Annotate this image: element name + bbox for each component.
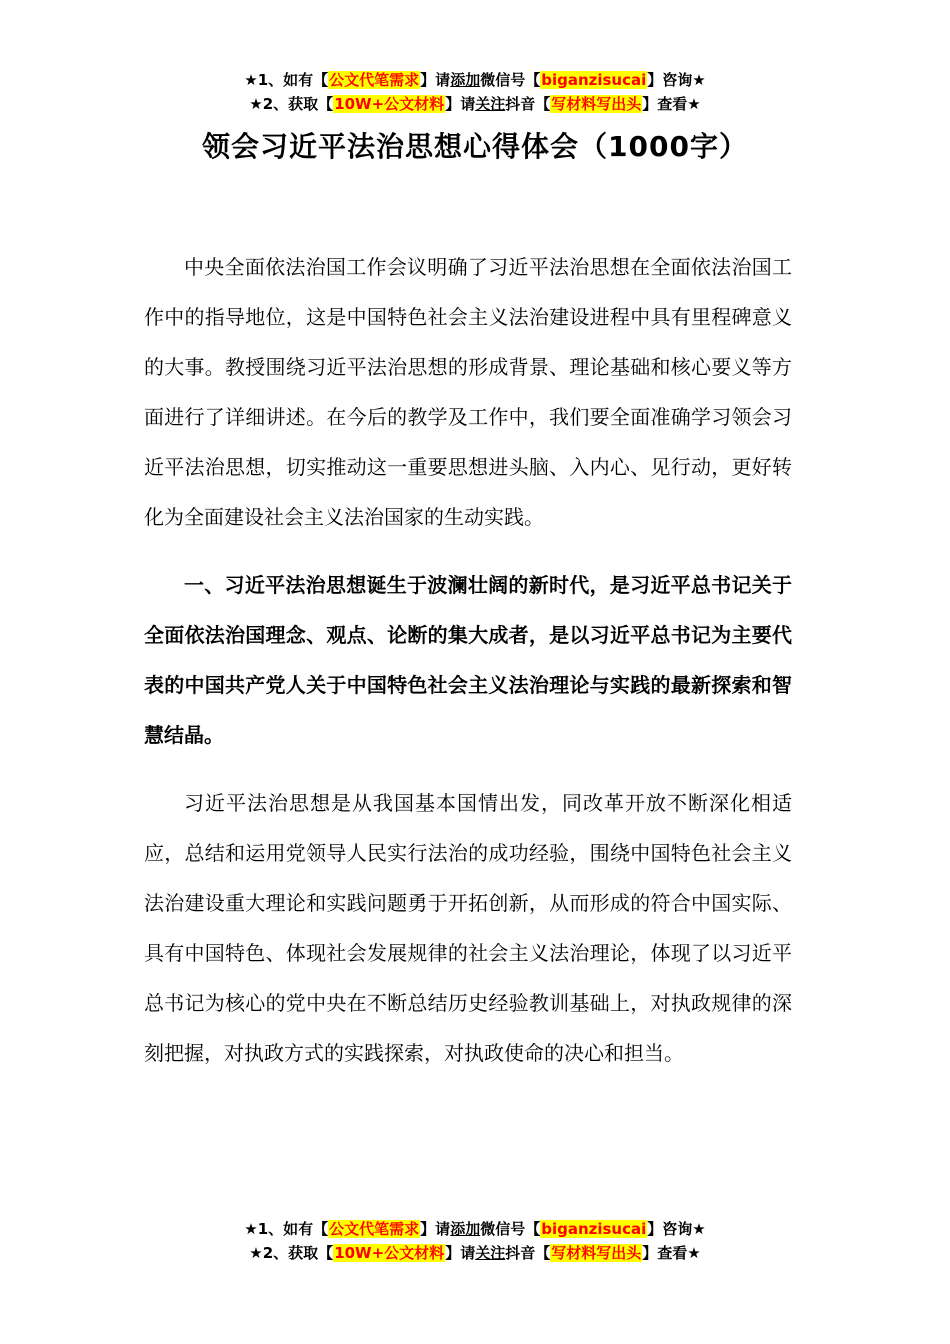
promo-underlined: 关注 (475, 1244, 506, 1262)
body-paragraph: 习近平法治思想是从我国基本国情出发，同改革开放不断深化相适应，总结和运用党领导人民实行法治的成功经验，围绕中国特色社会主义法治建设重大理论和实践问题勇于开拓创新，从而形成的符合中国实际、具有中国特色、体现社会发展规律的社会主义法治理论，体现了以习近平总书记为核心的党中央在不断总结历史经验教训基础上，对执政规律的深刻把握，对执政方式的实践探索，对执政使命的决心和担当。 (144, 791, 792, 1065)
promo-highlight: biganzisucai (541, 1220, 647, 1238)
promo-line-1 (0, 68, 950, 92)
document-body (144, 242, 792, 1078)
promo-text: 】咨询★ (647, 71, 706, 89)
body-paragraph: 中央全面依法治国工作会议明确了习近平法治思想在全面依法治国工作中的指导地位，这是中国特色社会主义法治建设进程中具有里程碑意义的大事。教授围绕习近平法治思想的形成背景、理论基础和核心要义等方面进行了详细讲述。在今后的教学及工作中，我们要全面准确学习领会习近平法治思想，切实推动这一重要思想进头脑、入内心、见行动，更好转化为全面建设社会主义法治国家的生动实践。 (144, 255, 792, 529)
promo-highlight: 写材料写出头 (551, 95, 642, 113)
promo-text: 】请 (445, 95, 476, 113)
promo-text: 】咨询★ (647, 1220, 706, 1238)
promo-text: ★2、获取【 (249, 1244, 334, 1262)
promo-highlight: 公文代笔需求 (329, 1220, 420, 1238)
footer-promo-banner (0, 1217, 950, 1265)
promo-text: 】查看★ (642, 95, 701, 113)
promo-highlight: 10W+公文材料 (334, 95, 445, 113)
promo-text: 】请 (420, 71, 451, 89)
promo-text: 】请 (420, 1220, 451, 1238)
promo-highlight: biganzisucai (541, 71, 647, 89)
promo-line-2 (0, 1241, 950, 1265)
promo-highlight: 写材料写出头 (551, 1244, 642, 1262)
header-promo-banner (0, 68, 950, 116)
promo-text: 】查看★ (642, 1244, 701, 1262)
promo-text: 微信号【 (480, 71, 541, 89)
promo-underlined: 添加 (450, 1220, 481, 1238)
promo-text: 微信号【 (480, 1220, 541, 1238)
promo-text: 】请 (445, 1244, 476, 1262)
promo-underlined: 添加 (450, 71, 481, 89)
promo-text: 抖音【 (505, 95, 551, 113)
promo-highlight: 公文代笔需求 (329, 71, 420, 89)
document-title: 领会习近平法治思想心得体会（1000字） (202, 130, 748, 163)
promo-line-2 (0, 92, 950, 116)
section-heading-paragraph: 一、习近平法治思想诞生于波澜壮阔的新时代，是习近平总书记关于全面依法治国理念、观点、论断的集大成者，是以习近平总书记为主要代表的中国共产党人关于中国特色社会主义法治理论与实践的最新探索和智慧结晶。 (144, 573, 792, 747)
promo-highlight: 10W+公文材料 (334, 1244, 445, 1262)
promo-text: ★1、如有【 (244, 1220, 329, 1238)
promo-line-1 (0, 1217, 950, 1241)
promo-text: ★2、获取【 (249, 95, 334, 113)
promo-text: ★1、如有【 (244, 71, 329, 89)
promo-underlined: 关注 (475, 95, 506, 113)
promo-text: 抖音【 (505, 1244, 551, 1262)
